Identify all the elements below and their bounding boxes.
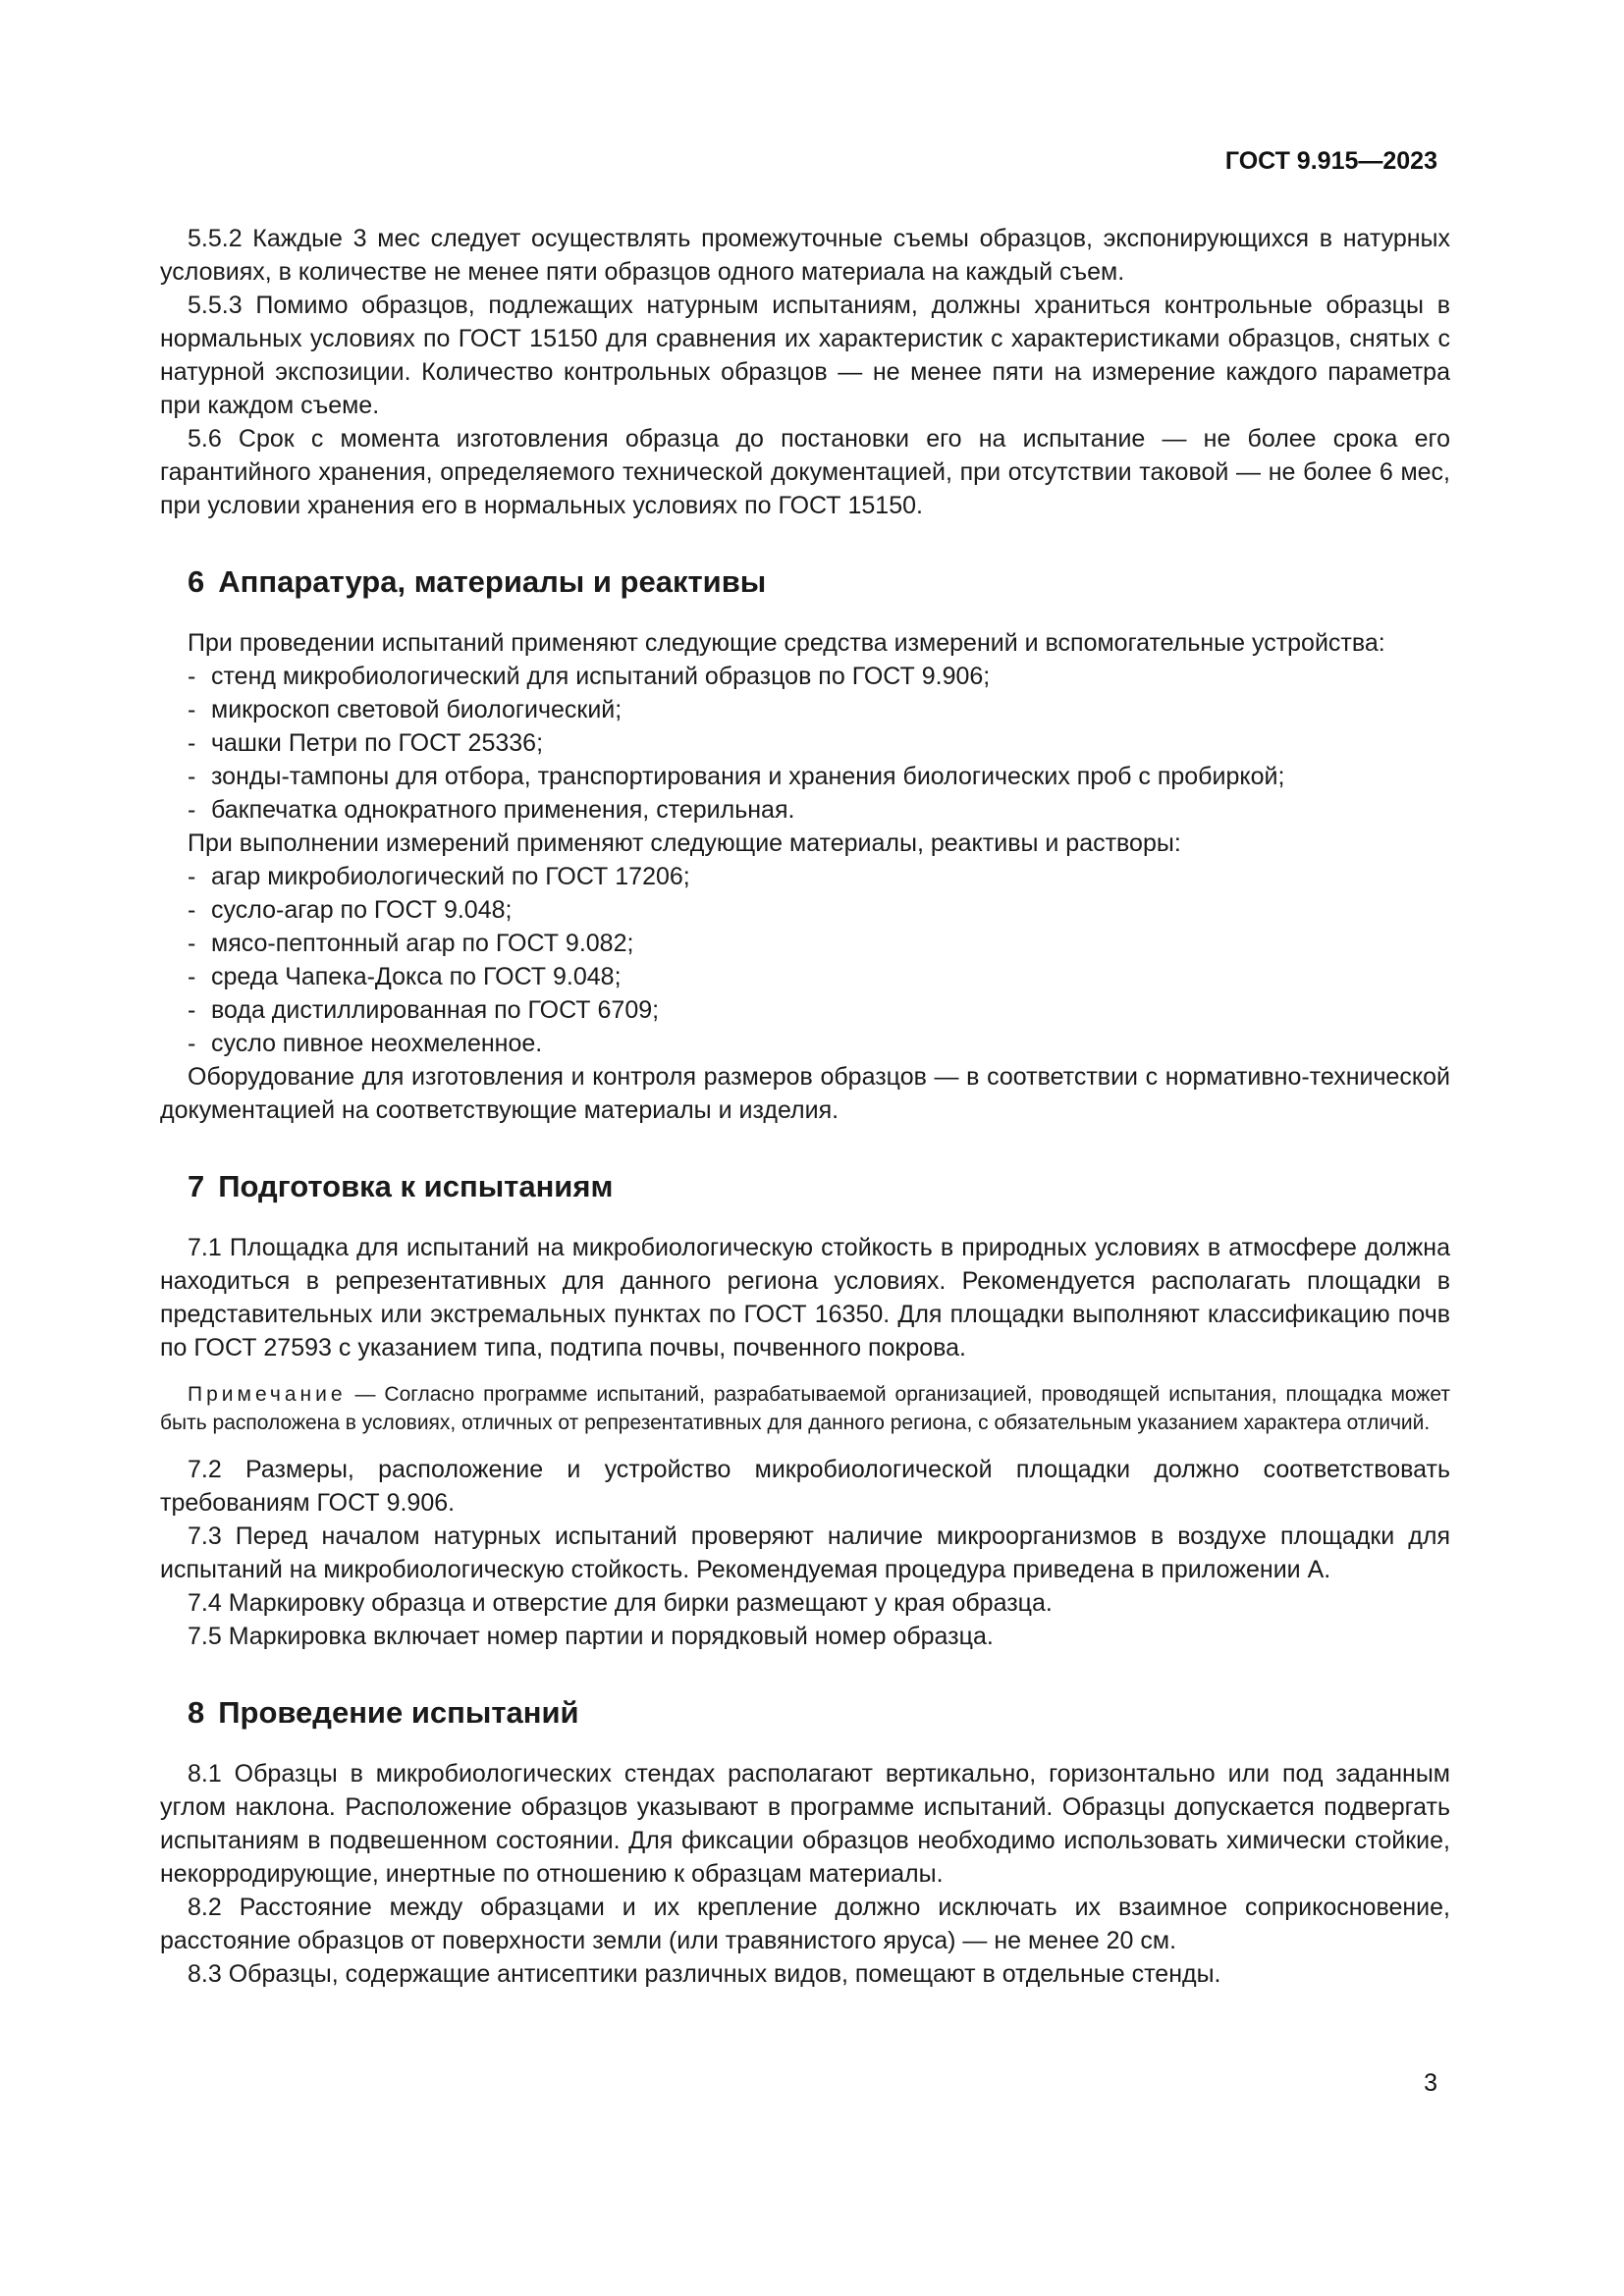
section-6-number: 6: [188, 564, 205, 599]
paragraph-8-3: 8.3 Образцы, содержащие антисептики различных видов, помещают в отдельные стенды.: [188, 1960, 1221, 1988]
section-7-number: 7: [188, 1169, 205, 1203]
list-item: - вода дистиллированная по ГОСТ 6709;: [188, 996, 660, 1024]
section-6-title: Аппаратура, материалы и реактивы: [218, 564, 767, 599]
section-6-intro-instruments: При проведении испытаний применяют следующие средства измерений и вспомогательные устройства:: [188, 629, 1385, 657]
list-item: - стенд микробиологический для испытаний образцов по ГОСТ 9.906;: [188, 663, 991, 690]
instruments-list: [160, 660, 1450, 827]
paragraph-8-1: 8.1 Образцы в микробиологических стендах располагают вертикально, горизонтально или под заданным углом наклона. Расположение образцов указывают в программе испытаний. Образцы допускается подвергать испытаниям в подвешенном состоянии. Для фиксации образцов необходимо использовать химически стойкие, некорродирующие, инертные по отношению к образцам материалы.: [160, 1760, 1450, 1888]
list-item: - мясо-пептонный агар по ГОСТ 9.082;: [188, 930, 634, 957]
list-item: - микроскоп световой биологический;: [188, 696, 623, 723]
section-8-title: Проведение испытаний: [218, 1695, 579, 1730]
list-item: - агар микробиологический по ГОСТ 17206;: [188, 863, 690, 890]
note-label: Примечание: [188, 1383, 347, 1406]
section-8-number: 8: [188, 1695, 205, 1730]
section-6-equipment-note: Оборудование для изготовления и контроля размеров образцов — в соответствии с нормативно-технической документацией на соответствующие материалы и изделия.: [160, 1063, 1450, 1124]
note-text: — Согласно программе испытаний, разрабатываемой организацией, проводящей испытания, площадка может быть расположена в условиях, отличных от репрезентативных для данного региона, с обязательным указанием характера отличий.: [160, 1383, 1450, 1434]
section-7-title: Подготовка к испытаниям: [218, 1169, 614, 1203]
paragraph-7-4: 7.4 Маркировку образца и отверстие для бирки размещают у края образца.: [188, 1589, 1053, 1617]
document-body: [160, 222, 1450, 1991]
section-8-heading: [160, 1694, 1450, 1732]
section-6-heading: [160, 563, 1450, 601]
list-item: - зонды-тампоны для отбора, транспортирования и хранения биологических проб с пробиркой;: [188, 763, 1285, 790]
paragraph-5-5-2: 5.5.2 Каждые 3 мес следует осуществлять промежуточные съемы образцов, экспонирующихся в натурных условиях, в количестве не менее пяти образцов одного материала на каждый съем.: [160, 225, 1450, 286]
list-item: - чашки Петри по ГОСТ 25336;: [188, 729, 544, 757]
section-7-heading: [160, 1168, 1450, 1205]
list-item: - сусло пивное неохмеленное.: [188, 1030, 543, 1057]
note-7-1: [160, 1380, 1450, 1437]
paragraph-7-1: 7.1 Площадка для испытаний на микробиологическую стойкость в природных условиях в атмосфере должна находиться в репрезентативных для данного региона условиях. Рекомендуется располагать площадки в представительных или экстремальных пунктах по ГОСТ 16350. Для площадки выполняют классификацию почв по ГОСТ 27593 с указанием типа, подтипа почвы, почвенного покрова.: [160, 1234, 1450, 1362]
page-number: 3: [1424, 2069, 1437, 2097]
list-item: - среда Чапека-Докса по ГОСТ 9.048;: [188, 963, 622, 990]
paragraph-5-6: 5.6 Срок с момента изготовления образца до постановки его на испытание — не более срока его гарантийного хранения, определяемого технической документацией, при отсутствии таковой — не более 6 мес, при условии хранения его в нормальных условиях по ГОСТ 15150.: [160, 425, 1450, 519]
materials-list: [160, 860, 1450, 1060]
paragraph-7-2: 7.2 Размеры, расположение и устройство микробиологической площадки должно соответствовать требованиям ГОСТ 9.906.: [160, 1456, 1450, 1517]
paragraph-7-3: 7.3 Перед началом натурных испытаний проверяют наличие микроорганизмов в воздухе площадки для испытаний на микробиологическую стойкость. Рекомендуемая процедура приведена в приложении А.: [160, 1522, 1450, 1583]
paragraph-7-5: 7.5 Маркировка включает номер партии и порядковый номер образца.: [188, 1623, 994, 1650]
paragraph-8-2: 8.2 Расстояние между образцами и их крепление должно исключать их взаимное соприкосновение, расстояние образцов от поверхности земли (или травянистого яруса) — не менее 20 см.: [160, 1894, 1450, 1954]
list-item: - сусло-агар по ГОСТ 9.048;: [188, 896, 513, 924]
list-item: - бакпечатка однократного применения, стерильная.: [188, 796, 795, 824]
paragraph-5-5-3: 5.5.3 Помимо образцов, подлежащих натурным испытаниям, должны храниться контрольные образцы в нормальных условиях по ГОСТ 15150 для сравнения их характеристик с характеристиками образцов, снятых с натурной экспозиции. Количество контрольных образцов — не менее пяти на измерение каждого параметра при каждом съеме.: [160, 292, 1450, 419]
document-header-id: ГОСТ 9.915—2023: [1224, 147, 1437, 175]
section-6-intro-materials: При выполнении измерений применяют следующие материалы, реактивы и растворы:: [188, 829, 1181, 857]
